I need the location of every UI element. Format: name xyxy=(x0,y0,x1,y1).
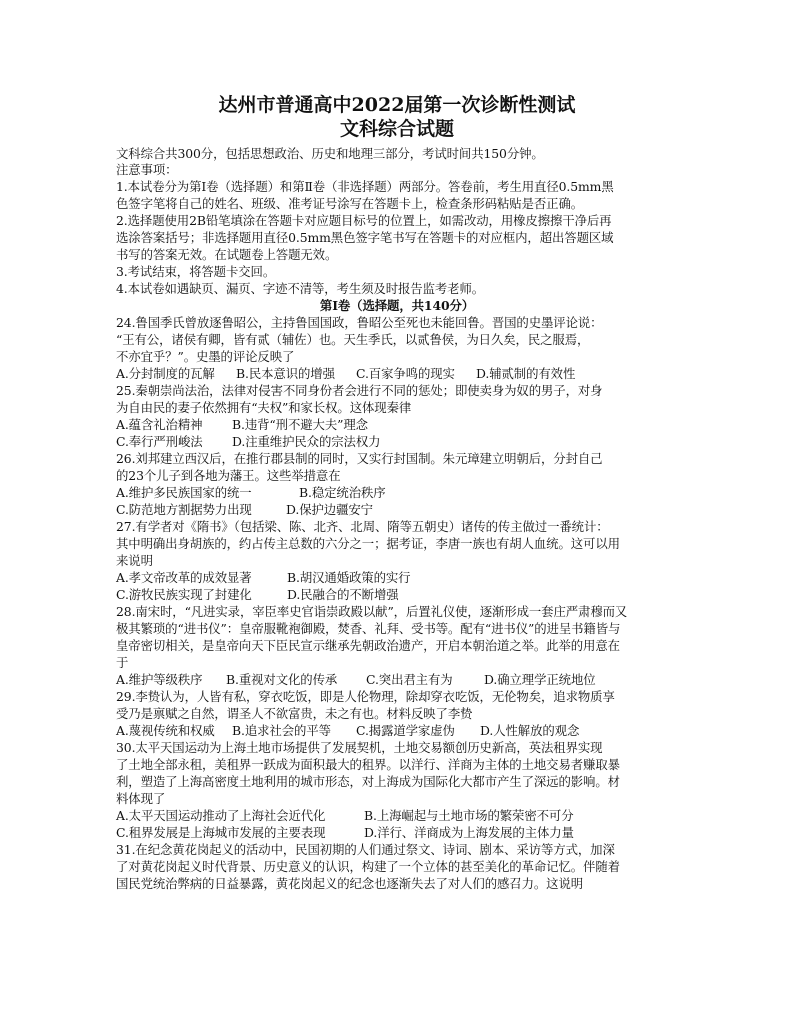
notice-line: 选涂答案括号；非选择题用直径0.5mm黑色签字笔书写在答题卡的对应框内，超出答题区域 xyxy=(116,230,614,245)
question-28-stem: 于 xyxy=(116,655,129,670)
question-24-options xyxy=(116,366,575,381)
option-d: D.民融合的不断增强 xyxy=(287,587,399,602)
option-c: C.游牧民族实现了封建化 xyxy=(116,587,252,602)
question-25-stem: 25.秦朝崇尚法治，法律对侵害不同身份者会进行不同的惩处；即使卖身为奴的男子，对身 xyxy=(116,383,603,398)
exam-intro: 文科综合共300分，包括思想政治、历史和地理三部分，考试时间共150分钟。 xyxy=(116,146,544,161)
question-28-stem: 极其繁琐的“进书仪”：皇帝服靴袍御殿，焚香、礼拜、受书等。配有“进书仪”的进呈书籍皆与 xyxy=(116,621,621,636)
option-a: A.维护等级秩序 xyxy=(116,672,203,687)
option-d: D.确立理学正统地位 xyxy=(484,672,596,687)
option-c: C.突出君主有为 xyxy=(366,672,453,687)
option-b: B.重视对文化的传承 xyxy=(226,672,338,687)
option-a: A.孝文帝改革的成效显著 xyxy=(116,570,252,585)
notice-line: 书写的答案无效。在试题卷上答题无效。 xyxy=(116,247,338,262)
option-b: B.胡汉通婚政策的实行 xyxy=(287,570,411,585)
option-a: A.蕴含礼治精神 xyxy=(116,417,203,432)
exam-subtitle: 文科综合试题 xyxy=(339,118,454,140)
question-27-stem: 27.有学者对《隋书》（包括梁、陈、北齐、北周、隋等五朝史）诸传的传主做过一番统计： xyxy=(116,519,609,534)
question-29-stem: 受乃是禀赋之自然，谓圣人不欲富贵，未之有也。材料反映了李贽 xyxy=(116,706,473,721)
option-b: B.稳定统治秩序 xyxy=(299,485,386,500)
notice-line: 4.本试卷如遇缺页、漏页、字迹不清等，考生须及时报告监考老师。 xyxy=(116,281,485,296)
question-26-options-row2 xyxy=(116,502,373,517)
question-29-options xyxy=(116,723,579,738)
question-27-stem: 其中明确出身胡族的，约占传主总数的六分之一；据考证，李唐一族也有胡人血统。这可以用 xyxy=(116,536,620,551)
question-24-stem: 不亦宜乎？”。史墨的评论反映了 xyxy=(116,349,295,364)
question-30-options-row2 xyxy=(116,825,574,840)
notice-line: 3.考试结束，将答题卡交回。 xyxy=(116,264,276,279)
question-29-stem: 29.李贽认为，人皆有私，穿衣吃饭，即是人伦物理，除却穿衣吃饭，无伦物矣，追求物质享 xyxy=(116,689,615,704)
option-d: D.保护边疆安宁 xyxy=(286,502,373,517)
question-30-options-row1 xyxy=(116,808,574,823)
question-31-stem: 了对黄花岗起义时代背景、历史意义的认识，构建了一个立体的甚至美化的革命记忆。伴随着 xyxy=(116,859,620,874)
question-25-stem: 为自由民的妻子依然拥有“夫权”和家长权。这体现秦律 xyxy=(116,400,412,415)
question-30-stem: 了土地全部永租，美租界一跃成为面积最大的租界。以洋行、洋商为主体的土地交易者赚取暴 xyxy=(116,757,620,772)
question-31-stem: 国民党统治弊病的日益暴露，黄花岗起义的纪念也逐渐失去了对人们的感召力。这说明 xyxy=(116,876,584,891)
question-25-options-row2 xyxy=(116,434,380,449)
question-26-stem: 的23个儿子到各地为藩王。这些举措意在 xyxy=(116,468,341,483)
question-26-stem: 26.刘邦建立西汉后，在推行郡县制的同时，又实行封国制。朱元璋建立明朝后，分封自己 xyxy=(116,451,603,466)
option-b: B.追求社会的平等 xyxy=(232,723,331,738)
option-a: A.维护多民族国家的统一 xyxy=(116,485,252,500)
option-c: C.防范地方割据势力出现 xyxy=(116,502,252,517)
question-28-stem: 皇帝密切相关，是皇帝向天下臣民宣示继承先朝政治遗产，开启本朝治道之举。此举的用意在 xyxy=(116,638,620,653)
option-c: C.奉行严刑峻法 xyxy=(116,434,203,449)
option-a: A.分封制度的瓦解 xyxy=(116,366,215,381)
question-27-options-row2 xyxy=(116,587,399,602)
option-b: B.上海崛起与土地市场的繁荣密不可分 xyxy=(364,808,574,823)
option-d: D.注重维护民众的宗法权力 xyxy=(232,434,381,449)
option-d: D.人性解放的观念 xyxy=(480,723,580,738)
option-c: C.百家争鸣的现实 xyxy=(356,366,455,381)
notice-line: 1.本试卷分为第Ⅰ卷（选择题）和第Ⅱ卷（非选择题）两部分。答卷前，考生用直径0.5mm黑 xyxy=(116,179,614,194)
question-30-stem: 料体现了 xyxy=(116,791,166,806)
section-heading: 第Ⅰ卷（选择题，共140分） xyxy=(319,298,475,313)
notice-heading: 注意事项： xyxy=(116,162,178,177)
option-d: D.洋行、洋商成为上海发展的主体力量 xyxy=(364,825,574,840)
option-a: A.蔑视传统和权威 xyxy=(116,723,215,738)
question-31-stem: 31.在纪念黄花岗起义的活动中，民国初期的人们通过祭文、诗词、剧本、采访等方式，加深 xyxy=(116,842,615,857)
option-b: B.民本意识的增强 xyxy=(236,366,335,381)
question-27-options-row1 xyxy=(116,570,410,585)
question-28-options xyxy=(116,672,596,687)
question-30-stem: 30.太平天国运动为上海土地市场提供了发展契机，土地交易额创历史新高，英法租界实现 xyxy=(116,740,603,755)
question-25-options-row1 xyxy=(116,417,368,432)
option-a: A.太平天国运动推动了上海社会近代化 xyxy=(116,808,326,823)
notice-line: 2.选择题使用2B铅笔填涂在答题卡对应题目标号的位置上，如需改动，用橡皮擦擦干净后再 xyxy=(116,213,612,228)
question-27-stem: 来说明 xyxy=(116,553,153,568)
option-c: C.租界发展是上海城市发展的主要表现 xyxy=(116,825,326,840)
option-d: D.辅贰制的有效性 xyxy=(476,366,576,381)
exam-title: 达州市普通高中2022届第一次诊断性测试 xyxy=(218,94,576,116)
notice-line: 色签字笔将自己的姓名、班级、准考证号涂写在答题卡上，检查条形码粘贴是否正确。 xyxy=(116,196,584,211)
question-26-options-row1 xyxy=(116,485,386,500)
question-30-stem: 利，塑造了上海高密度土地利用的城市形态，对上海成为国际化大都市产生了深远的影响。材 xyxy=(116,774,620,789)
option-c: C.揭露道学家虚伪 xyxy=(356,723,455,738)
question-24-stem: 24.鲁国季氏曾放逐鲁昭公，主持鲁国国政，鲁昭公至死也未能回鲁。晋国的史墨评论说： xyxy=(116,315,603,330)
option-b: B.违背“刑不避大夫”理念 xyxy=(232,417,368,432)
question-28-stem: 28.南宋时，“凡进实录，宰臣率史官诣崇政殿以献”，后置礼仪使，逐渐形成一套庄严肃穆而又 xyxy=(116,604,628,619)
question-24-stem: “王有公，诸侯有卿，皆有贰（辅佐）也。天生季氏，以贰鲁侯，为日久矣，民之服焉， xyxy=(116,332,590,347)
